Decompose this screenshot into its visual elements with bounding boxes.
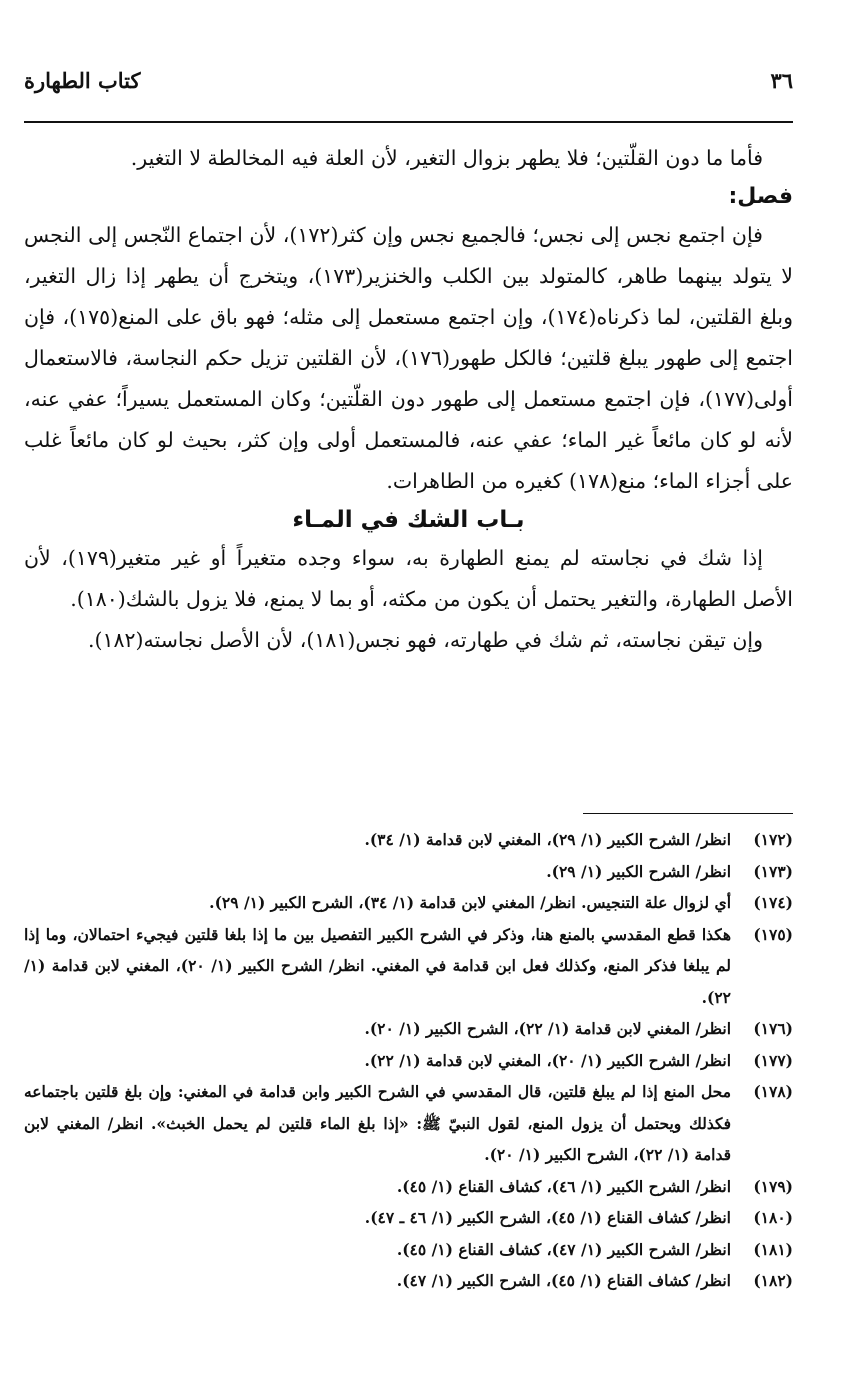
- header-divider: [24, 121, 793, 123]
- footnote-text: انظر/ الشرح الكبير (١/ ٤٧)، كشاف القناع (١/ ٤٥).: [396, 1239, 731, 1259]
- footnote-text: انظر/ الشرح الكبير (١/ ٤٦)، كشاف القناع (١/ ٤٥).: [396, 1176, 731, 1196]
- footnote: [24, 1234, 793, 1266]
- footnote-number: (١٧٩): [753, 1176, 793, 1196]
- footnote-divider: [583, 813, 793, 814]
- footnote-number: (١٧٧): [753, 1050, 793, 1070]
- footnote-number: (١٨٠): [753, 1208, 793, 1227]
- footnote-text: انظر/ كشاف القناع (١/ ٤٥)، الشرح الكبير (١/ ٤٧).: [396, 1271, 731, 1290]
- footnote-text: هكذا قطع المقدسي بالمنع هنا، وذكر في الشرح الكبير التفصيل بين ما إذا بلغا قلتين فيجيء احتمالان، وما إذا لم يبلغا فذكر المنع، وكذلك فعل ابن قدامة في المغني. انظر/ الشرح الكبير (١/ ٢٠)، المغني لابن قدامة (١/ ٢٢).: [24, 924, 731, 1007]
- main-text: [24, 138, 793, 661]
- footnote: [24, 887, 793, 919]
- footnote: [24, 1013, 793, 1045]
- page-header: [24, 68, 793, 93]
- footnote-number: (١٧٢): [753, 830, 793, 849]
- footnote-text: أي لزوال علة التنجيس. انظر/ المغني لابن قدامة (١/ ٣٤)، الشرح الكبير (١/ ٢٩).: [209, 893, 731, 912]
- book-title: كتاب الطهارة: [24, 68, 141, 93]
- footnote-number: (١٧٦): [753, 1019, 793, 1038]
- paragraph-2: فإن اجتمع نجس إلى نجس؛ فالجميع نجس وإن كثر(١٧٢)، لأن اجتماع النّجس إلى النجس لا يتولد بينهما طاهر، كالمتولد بين الكلب والخنزير(١٧٣)، ويتخرج أن يطهر إذا زال التغير، وبلغ القلتين، لما ذكرناه(١٧٤)، وإن اجتمع مستعمل إلى مثله؛ فهو باق على المنع(١٧٥)، فإن اجتمع إلى طهور يبلغ قلتين؛ فالكل طهور(١٧٦)، لأن القلتين تزيل حكم النجاسة، فالاستعمال أولى(١٧٧)، فإن اجتمع مستعمل إلى طهور دون القلّتين؛ وكان المستعمل يسيراً؛ عفي عنه، لأنه لو كان مائعاً غير الماء؛ عفي عنه، فالمستعمل أولى وإن كثر، بحيث لو كان مائعاً غلب على أجزاء الماء؛ منع(١٧٨) كغيره من الطاهرات.: [24, 223, 793, 493]
- footnote-text: انظر/ الشرح الكبير (١/ ٢٩)، المغني لابن قدامة (١/ ٣٤).: [364, 830, 731, 849]
- footnote-text: انظر/ الشرح الكبير (١/ ٢٠)، المغني لابن قدامة (١/ ٢٢).: [364, 1050, 731, 1070]
- footnote-text: محل المنع إذا لم يبلغ قلتين، قال المقدسي في الشرح الكبير وابن قدامة في المغني: وإن بلغ قلتين باجتماعه فكذلك ويحتمل أن يزول المنع، لقول النبيّ ﷺ: «إذا بلغ الماء قلتين لم يحمل الخبث». انظر/ المغني لابن قدامة (١/ ٢٢)، الشرح الكبير (١/ ٢٠).: [24, 1082, 731, 1164]
- footnote: [24, 919, 793, 1014]
- fasl-heading: فصل:: [728, 184, 793, 209]
- footnote-text: انظر/ كشاف القناع (١/ ٤٥)، الشرح الكبير (١/ ٤٦ ـ ٤٧).: [364, 1208, 731, 1227]
- footnote: [24, 1171, 793, 1203]
- footnotes-list: [24, 824, 793, 1297]
- footnote: [24, 1202, 793, 1234]
- paragraph-1: فأما ما دون القلّتين؛ فلا يطهر بزوال التغير، لأن العلة فيه المخالطة لا التغير.: [130, 146, 763, 170]
- footnote-number: (١٧٥): [753, 924, 793, 944]
- footnote: [24, 856, 793, 888]
- paragraph-4: وإن تيقن نجاسته، ثم شك في طهارته، فهو نجس(١٨١)، لأن الأصل نجاسته(١٨٢).: [87, 628, 763, 652]
- footnote: [24, 1076, 793, 1171]
- chapter-heading: بـاب الشك في المـاء: [292, 507, 525, 533]
- footnote-number: (١٧٨): [753, 1082, 793, 1101]
- paragraph-3: إذا شك في نجاسته لم يمنع الطهارة به، سواء وجده متغيراً أو غير متغير(١٧٩)، لأن الأصل الطهارة، والتغير يحتمل أن يكون من مكثه، أو بما لا يمنع، فلا يزول بالشك(١٨٠).: [24, 546, 793, 611]
- footnote: [24, 824, 793, 856]
- footnote-number: (١٨٢): [753, 1271, 793, 1290]
- footnote-number: (١٧٣): [753, 861, 793, 881]
- footnote-number: (١٧٤): [753, 893, 793, 912]
- page-number: ٣٦: [770, 68, 793, 93]
- footnote: [24, 1265, 793, 1297]
- footnote: [24, 1045, 793, 1077]
- footnote-text: انظر/ الشرح الكبير (١/ ٢٩).: [546, 861, 731, 881]
- footnote-text: انظر/ المغني لابن قدامة (١/ ٢٢)، الشرح الكبير (١/ ٢٠).: [364, 1019, 731, 1038]
- footnote-number: (١٨١): [753, 1239, 793, 1259]
